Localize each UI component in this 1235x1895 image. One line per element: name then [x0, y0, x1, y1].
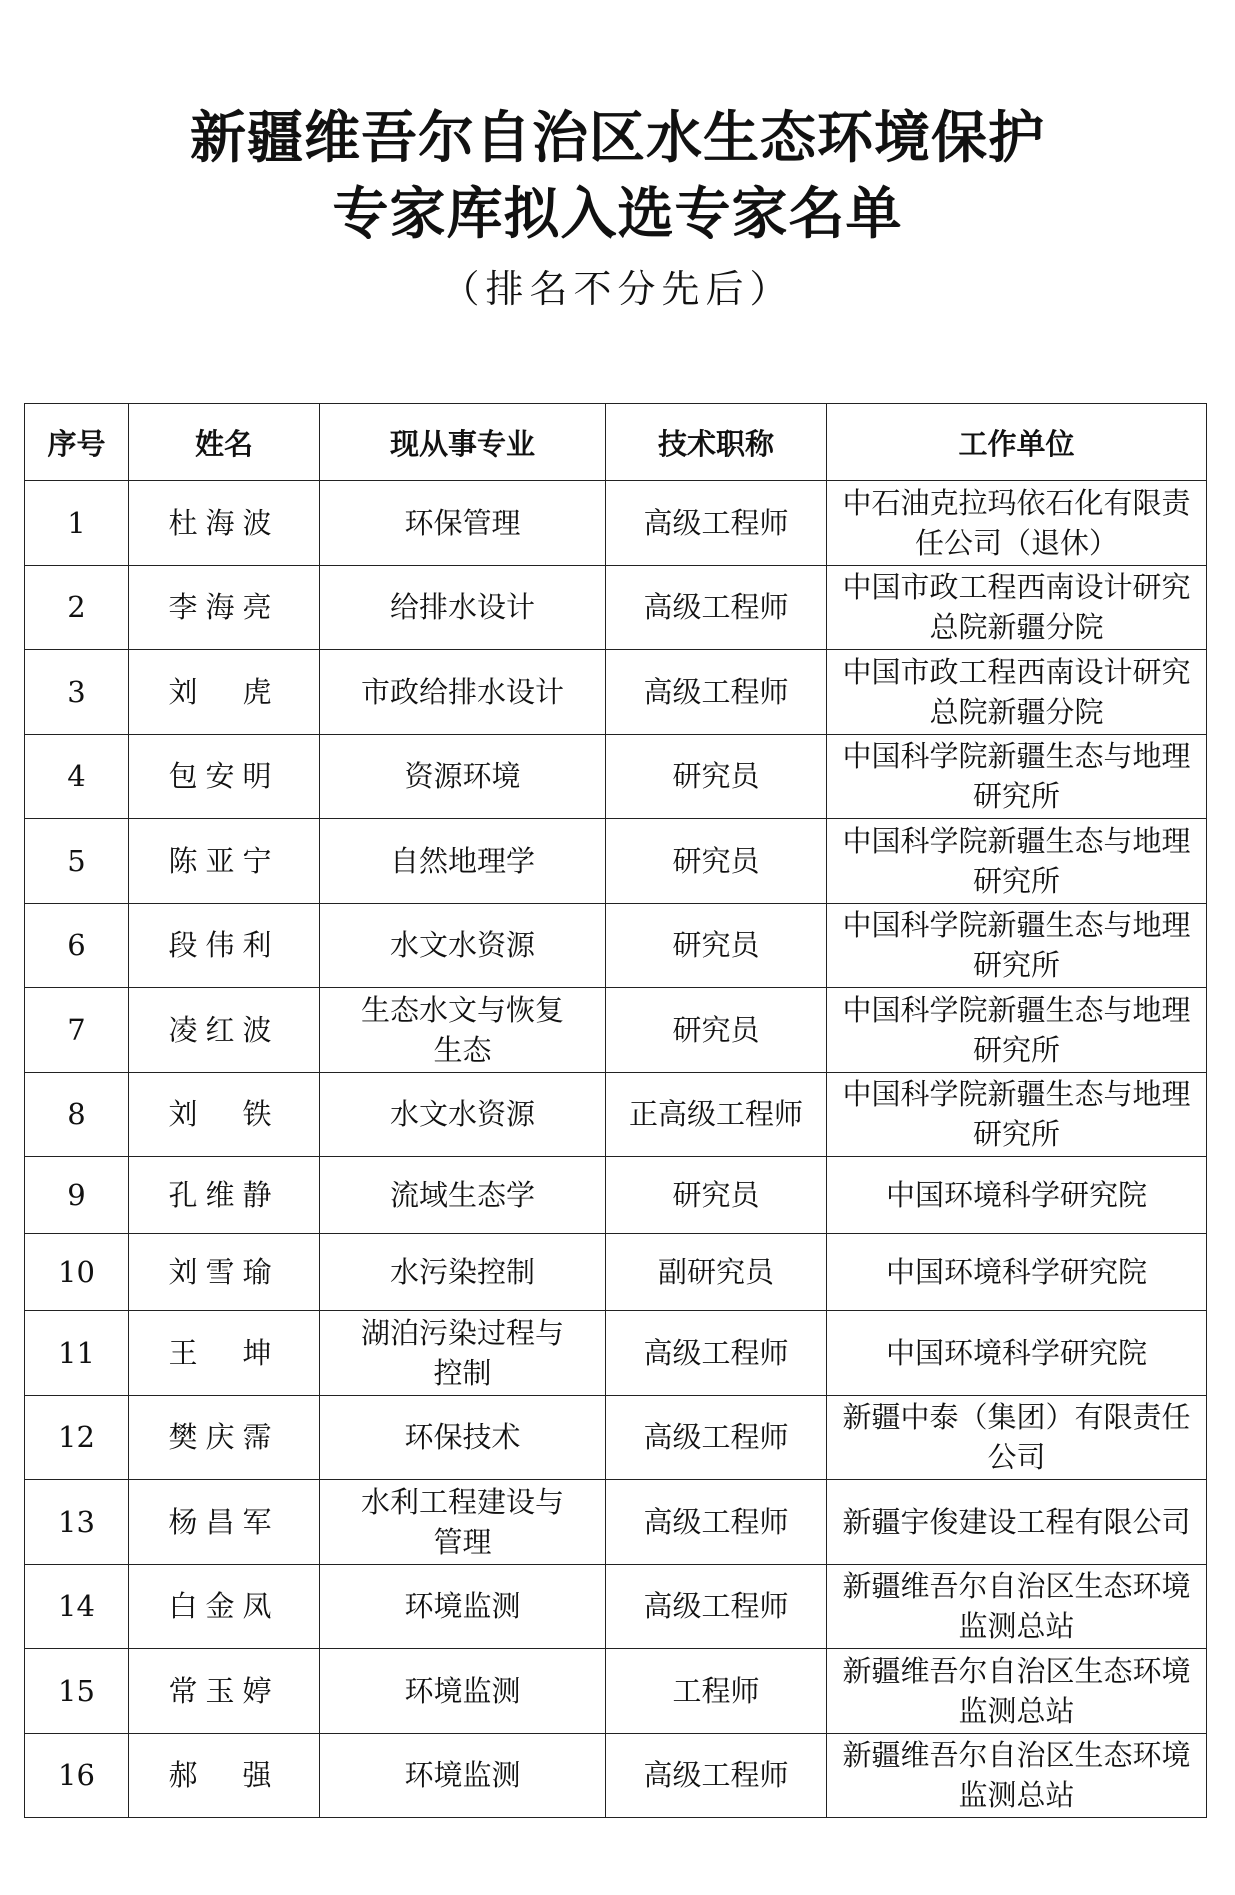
header-serial-number: 序号 [25, 404, 129, 481]
cell-employer: 中国科学院新疆生态与地理研究所 [827, 988, 1207, 1073]
document-title-block [0, 100, 1235, 314]
cell-serial-number: 16 [25, 1733, 129, 1818]
cell-technical-title: 高级工程师 [606, 481, 827, 566]
cell-specialty: 水文水资源 [320, 1072, 606, 1157]
cell-name: 常玉婷 [129, 1649, 320, 1734]
cell-technical-title: 高级工程师 [606, 1733, 827, 1818]
cell-employer: 新疆维吾尔自治区生态环境监测总站 [827, 1564, 1207, 1649]
cell-employer: 中国环境科学研究院 [827, 1157, 1207, 1234]
cell-technical-title: 副研究员 [606, 1234, 827, 1311]
cell-serial-number: 6 [25, 903, 129, 988]
document-title-line-1: 新疆维吾尔自治区水生态环境保护 [190, 105, 1045, 171]
table-row [25, 650, 1207, 735]
cell-specialty: 环保管理 [320, 481, 606, 566]
cell-employer: 中国环境科学研究院 [827, 1311, 1207, 1396]
cell-serial-number: 5 [25, 819, 129, 904]
table-row [25, 1649, 1207, 1734]
table-row [25, 1072, 1207, 1157]
cell-serial-number: 1 [25, 481, 129, 566]
cell-name: 李海亮 [129, 565, 320, 650]
table-row [25, 1564, 1207, 1649]
cell-serial-number: 7 [25, 988, 129, 1073]
cell-serial-number: 2 [25, 565, 129, 650]
cell-specialty: 环境监测 [320, 1564, 606, 1649]
cell-employer: 中国市政工程西南设计研究总院新疆分院 [827, 565, 1207, 650]
cell-name: 郝 强 [129, 1733, 320, 1818]
header-employer: 工作单位 [827, 404, 1207, 481]
cell-specialty: 湖泊污染过程与控制 [320, 1311, 606, 1396]
expert-list-table [24, 403, 1207, 1818]
cell-technical-title: 高级工程师 [606, 1395, 827, 1480]
cell-specialty: 资源环境 [320, 734, 606, 819]
cell-employer: 中国科学院新疆生态与地理研究所 [827, 734, 1207, 819]
cell-name: 杨昌军 [129, 1480, 320, 1565]
cell-name: 孔维静 [129, 1157, 320, 1234]
document-subtitle: （排名不分先后） [441, 267, 794, 311]
cell-specialty: 环保技术 [320, 1395, 606, 1480]
table-row [25, 1157, 1207, 1234]
cell-technical-title: 研究员 [606, 819, 827, 904]
table-header-row [25, 404, 1207, 481]
cell-serial-number: 3 [25, 650, 129, 735]
table-row [25, 1733, 1207, 1818]
document-title-line-2: 专家库拟入选专家名单 [332, 181, 903, 247]
cell-technical-title: 正高级工程师 [606, 1072, 827, 1157]
cell-serial-number: 14 [25, 1564, 129, 1649]
header-specialty: 现从事专业 [320, 404, 606, 481]
cell-specialty: 自然地理学 [320, 819, 606, 904]
cell-specialty: 水利工程建设与管理 [320, 1480, 606, 1565]
cell-technical-title: 研究员 [606, 988, 827, 1073]
cell-technical-title: 高级工程师 [606, 1311, 827, 1396]
cell-employer: 新疆宇俊建设工程有限公司 [827, 1480, 1207, 1565]
cell-serial-number: 8 [25, 1072, 129, 1157]
table-row [25, 734, 1207, 819]
table-row [25, 565, 1207, 650]
cell-name: 王 坤 [129, 1311, 320, 1396]
cell-specialty: 水污染控制 [320, 1234, 606, 1311]
cell-specialty: 生态水文与恢复生态 [320, 988, 606, 1073]
cell-employer: 中国市政工程西南设计研究总院新疆分院 [827, 650, 1207, 735]
table-row [25, 819, 1207, 904]
cell-specialty: 环境监测 [320, 1733, 606, 1818]
cell-employer: 中国科学院新疆生态与地理研究所 [827, 903, 1207, 988]
cell-specialty: 给排水设计 [320, 565, 606, 650]
cell-employer: 中国科学院新疆生态与地理研究所 [827, 819, 1207, 904]
cell-name: 包安明 [129, 734, 320, 819]
cell-employer: 中国科学院新疆生态与地理研究所 [827, 1072, 1207, 1157]
cell-technical-title: 高级工程师 [606, 650, 827, 735]
table-row [25, 1234, 1207, 1311]
cell-employer: 新疆中泰（集团）有限责任公司 [827, 1395, 1207, 1480]
table-row [25, 481, 1207, 566]
cell-name: 段伟利 [129, 903, 320, 988]
cell-specialty: 流域生态学 [320, 1157, 606, 1234]
header-name: 姓名 [129, 404, 320, 481]
cell-name: 白金凤 [129, 1564, 320, 1649]
cell-employer: 新疆维吾尔自治区生态环境监测总站 [827, 1733, 1207, 1818]
cell-technical-title: 高级工程师 [606, 565, 827, 650]
cell-name: 陈亚宁 [129, 819, 320, 904]
cell-employer: 中国环境科学研究院 [827, 1234, 1207, 1311]
cell-serial-number: 9 [25, 1157, 129, 1234]
table-row [25, 1395, 1207, 1480]
cell-employer: 新疆维吾尔自治区生态环境监测总站 [827, 1649, 1207, 1734]
header-technical-title: 技术职称 [606, 404, 827, 481]
cell-technical-title: 研究员 [606, 1157, 827, 1234]
cell-name: 刘雪瑜 [129, 1234, 320, 1311]
table-row [25, 1480, 1207, 1565]
cell-technical-title: 高级工程师 [606, 1480, 827, 1565]
cell-employer: 中石油克拉玛依石化有限责任公司（退休） [827, 481, 1207, 566]
cell-name: 樊庆霈 [129, 1395, 320, 1480]
cell-technical-title: 研究员 [606, 903, 827, 988]
cell-technical-title: 工程师 [606, 1649, 827, 1734]
table-row [25, 1311, 1207, 1396]
cell-technical-title: 研究员 [606, 734, 827, 819]
cell-technical-title: 高级工程师 [606, 1564, 827, 1649]
cell-serial-number: 12 [25, 1395, 129, 1480]
cell-specialty: 环境监测 [320, 1649, 606, 1734]
cell-name: 刘 虎 [129, 650, 320, 735]
cell-specialty: 水文水资源 [320, 903, 606, 988]
cell-serial-number: 15 [25, 1649, 129, 1734]
cell-serial-number: 10 [25, 1234, 129, 1311]
cell-name: 杜海波 [129, 481, 320, 566]
cell-serial-number: 11 [25, 1311, 129, 1396]
cell-serial-number: 4 [25, 734, 129, 819]
cell-serial-number: 13 [25, 1480, 129, 1565]
table-row [25, 903, 1207, 988]
table-row [25, 988, 1207, 1073]
cell-name: 凌红波 [129, 988, 320, 1073]
cell-specialty: 市政给排水设计 [320, 650, 606, 735]
cell-name: 刘 铁 [129, 1072, 320, 1157]
